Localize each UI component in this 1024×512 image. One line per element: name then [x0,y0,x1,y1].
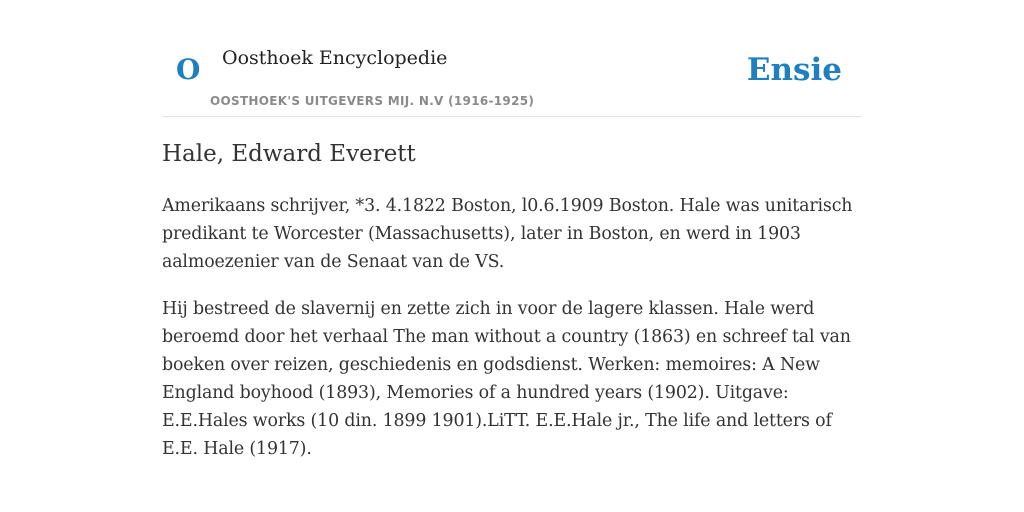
brand-logo[interactable]: Ensie [746,52,842,88]
article-paragraph-1: Amerikaans schrijver, *3. 4.1822 Boston, l0.6.1909 Boston. Hale was unitarisch predikant te Worcester (Massachusetts), later in Boston, en werd in 1903 aalmoezenier van de Senaat van de VS. [162,196,853,272]
site-title[interactable]: Oosthoek Encyclopedie [222,47,448,69]
article-title: Hale, Edward Everett [162,141,416,167]
article-paragraph-2: Hij bestreed de slavernij en zette zich in voor de lagere klassen. Hale werd beroemd door het verhaal The man without a country (1863) en schreef tal van boeken over reizen, geschiedenis en godsdienst. Werken: memoires: A New England boyhood (1893), Memories of a hundred years (1902). Uitgave: E.E.Hales works (10 din. 1899 1901).LiTT. E.E.Hale jr., The life and letters of E.E. Hale (1917). [162,299,851,459]
publisher-subtitle: OOSTHOEK'S UITGEVERS MIJ. N.V (1916-1925) [210,94,535,108]
logo-icon[interactable]: O [176,53,201,86]
site-header [162,0,862,117]
